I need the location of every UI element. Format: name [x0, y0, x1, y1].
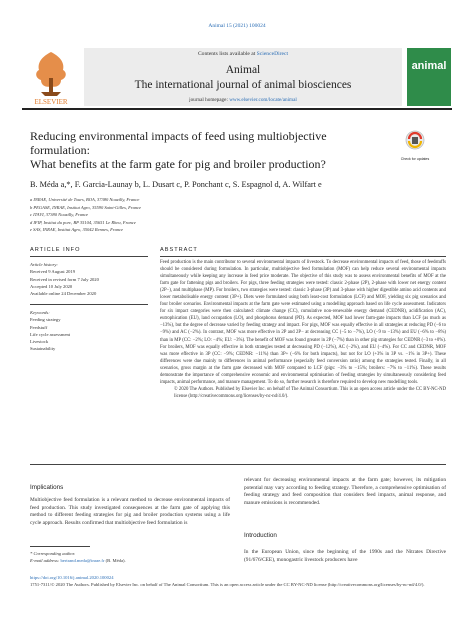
keywords-label: Keywords:	[30, 310, 50, 315]
journal-homepage-line	[84, 97, 402, 103]
check-for-updates-icon[interactable]	[404, 129, 426, 157]
email-prefix: E-mail address:	[30, 558, 61, 563]
author-list: B. Méda a,*, F. Garcia-Launay b, L. Dusart c, P. Ponchant c, S. Espagnol d, A. Wilfart e	[30, 180, 322, 189]
affiliation-item: b PEGASE, INRAE, Institut Agro, 35590 Saint-Gilles, France	[30, 204, 142, 210]
keywords-divider	[30, 304, 148, 305]
elsevier-logo	[27, 48, 75, 106]
publisher-logo-text: ELSEVIER	[34, 98, 68, 106]
affiliation-item: e SAS, INRAE, Institut Agro, 35042 Rennes, France	[30, 227, 124, 233]
journal-name: Animal	[225, 64, 261, 76]
footnote	[30, 550, 230, 564]
abstract-copyright: © 2020 The Authors. Published by Elsevier Inc. on behalf of The Animal Consortium. This is an open access article under the CC BY-NC-ND license (http://creativecommons.org/licenses/by-nc-nd/4.0/).	[174, 386, 446, 399]
article-history	[30, 261, 148, 297]
contents-prefix: Contents lists available at	[197, 51, 257, 57]
history-item: Accepted 10 July 2020	[30, 283, 73, 289]
homepage-link[interactable]: www.elsevier.com/locate/animal	[229, 97, 297, 103]
abstract-body	[160, 259, 446, 400]
cover-title: animal	[411, 60, 447, 72]
abstract-bottom-divider	[30, 464, 446, 465]
article-info-heading: ARTICLE INFO	[30, 247, 81, 253]
history-label: Article history:	[30, 262, 58, 267]
title-line-2: formulation:	[30, 143, 90, 157]
affiliation-item: a INRAE, Université de Tours, BOA, 37380 Nouzilly, France	[30, 197, 140, 202]
check-for-updates-label[interactable]: Check for updates	[400, 157, 430, 161]
issn-license-text: 1751-7311/© 2020 The Authors. Published by Elsevier Inc. on behalf of The Animal Consortium. This is an open access article under the CC BY-NC-ND license (http://creativecommons.org/licenses/by-nc-nd/4.0/).	[30, 581, 425, 587]
implications-continuation: relevant for decreasing environmental impacts at the farm gate; however, its mitigation potential may vary according to feeding strategy. Therefore, a comprehensive optimisation of feeding strategy and feed composition that considers feed impacts, animal response, and manure emissions is recommended.	[244, 477, 446, 506]
title-line-1: Reducing environmental impacts of feed using multiobjective	[30, 129, 327, 143]
history-item: Received 9 August 2019	[30, 269, 76, 275]
corresponding-author-note: * Corresponding author.	[30, 551, 76, 556]
introduction-text: In the European Union, since the beginning of the 1990s and the Nitrates Directive (91/676/CEE), monogastric livestock producers have	[244, 549, 446, 563]
email-suffix: (B. Méda).	[104, 558, 126, 563]
journal-reference[interactable]: Animal 15 (2021) 100024	[208, 23, 266, 29]
abstract-text: Feed production is the main contributor to several environmental impacts of livestock. To decrease environmental impacts of feed, those of feedstuffs should be considered during formulation. In particular, multiobjective feed formulation (MOF) can help reduce several environmental impacts simultaneously while keeping any increase in feed price moderate. The objective of this study was to assess environmental benefits of MOF at the farm gate for fattening pigs and broilers. For pigs, three feeding strategies were tested: classic 2-phase (2P), 2-phase with lower net energy content (2P−), and multiphase (MP). For broilers, two strategies were tested: classic 3-phase (3P) and 3-phase with higher digestible amino acid contents and lower metabolisable energy content (3P+). Diets were formulated using both least-cost formulation (LCF) and MOF, yielding six pig scenarios and four broiler scenarios. Environmental impacts at the farm gate were estimated using a modelling approach based on life cycle assessment. Indicators for six impact categories were then calculated: climate change (CC), cumulative non-renewable energy demand (CEDNR), acidification (AC), eutrophication (EU), land occupation (LO), and phosphorus demand (PD). As expected, MOF had lower farm-gate impacts than LCF (as much as −13%), but the degree of decrease varied by feeding strategy and impact. For pigs, MOF was equally effective in all strategies at reducing PD (−6 to −9%) and AC (−2%). In contrast, MOF was more effective in 2P and 2P− at decreasing CC (−5 to −7%), LO (−9 to −13%) and EU (−6% to −8%) than in MP (CC: −2%; LO: −4%; EU: −3%). The benefit of MOF was found greater in 2P (−7%) than in other pig strategies for CEDNR (−3 to +0%). For broilers, MOF was equally effective in both strategies tested at decreasing PD (−12%), AC (−2%), and EU (−4%). For CC and CEDNR, MOF was more effective in 3P (CC: −9%; CEDNR: −11%) than 3P+ (−6% for both impacts), but not for LO (+3% in 3P vs. −1% in 3P+). These differences were due mainly to differences in animal performance (especially feed conversion ratio) among the strategies tested. Finally, in all scenarios, gross margin at the farm gate decreased with MOF compared to LCF (pigs: −3% to −15%; broilers: −7% to −11%). These results demonstrate the importance of comprehensive economic and environmental optimisation of feeding strategies by simultaneously considering feed impacts, animal performance, and manure management. To do so, further research is therefore required to develop new modelling tools.	[160, 260, 446, 385]
keyword-item: Life cycle assessment	[30, 331, 71, 337]
article-info-divider	[30, 256, 148, 257]
doi-link[interactable]: https://doi.org/10.1016/j.animal.2020.100024	[30, 575, 114, 580]
journal-subtitle: The international journal of animal biosciences	[134, 79, 352, 91]
keyword-list	[30, 309, 148, 353]
title-line-3: What benefits at the farm gate for pig and broiler production?	[30, 157, 326, 171]
contents-available-line	[84, 51, 402, 57]
keyword-item: Feeding strategy	[30, 317, 61, 323]
journal-cover-image	[407, 48, 451, 106]
implications-text: Multiobjective feed formulation is a relevant method to decrease environmental impacts of feed production. This study investigated consequences at the farm gate of applying this method to different feeding strategies for pig and broiler production systems using a life cycle approach. Results confirmed that multiobjective feed formulation is	[30, 497, 230, 526]
keyword-item: Sustainability	[30, 346, 56, 352]
doi-block	[30, 575, 446, 589]
author-email-link[interactable]: bertrand.meda@inrae.fr	[60, 558, 105, 563]
email-line	[30, 557, 230, 564]
history-item: Received in revised form 7 July 2020	[30, 276, 99, 282]
history-item: Available online 24 December 2020	[30, 291, 97, 297]
header-divider	[22, 108, 452, 110]
affiliation-list	[30, 196, 330, 234]
affiliation-item: c ITAVI, 37380 Nouzilly, France	[30, 212, 89, 218]
abstract-divider	[160, 256, 446, 257]
affiliation-item: d IFIP, Institut du porc, BP 35104, 35651 Le Rheu, France	[30, 219, 136, 225]
keyword-item: Livestock	[30, 339, 49, 345]
article-title	[30, 129, 370, 171]
footnote-divider	[30, 546, 90, 547]
implications-heading: Implications	[30, 484, 64, 491]
sciencedirect-link[interactable]: ScienceDirect	[256, 51, 289, 57]
homepage-prefix: journal homepage:	[189, 97, 230, 103]
abstract-heading: ABSTRACT	[160, 247, 198, 253]
introduction-heading: Introduction	[244, 532, 277, 539]
keyword-item: Feedstuff	[30, 324, 48, 330]
